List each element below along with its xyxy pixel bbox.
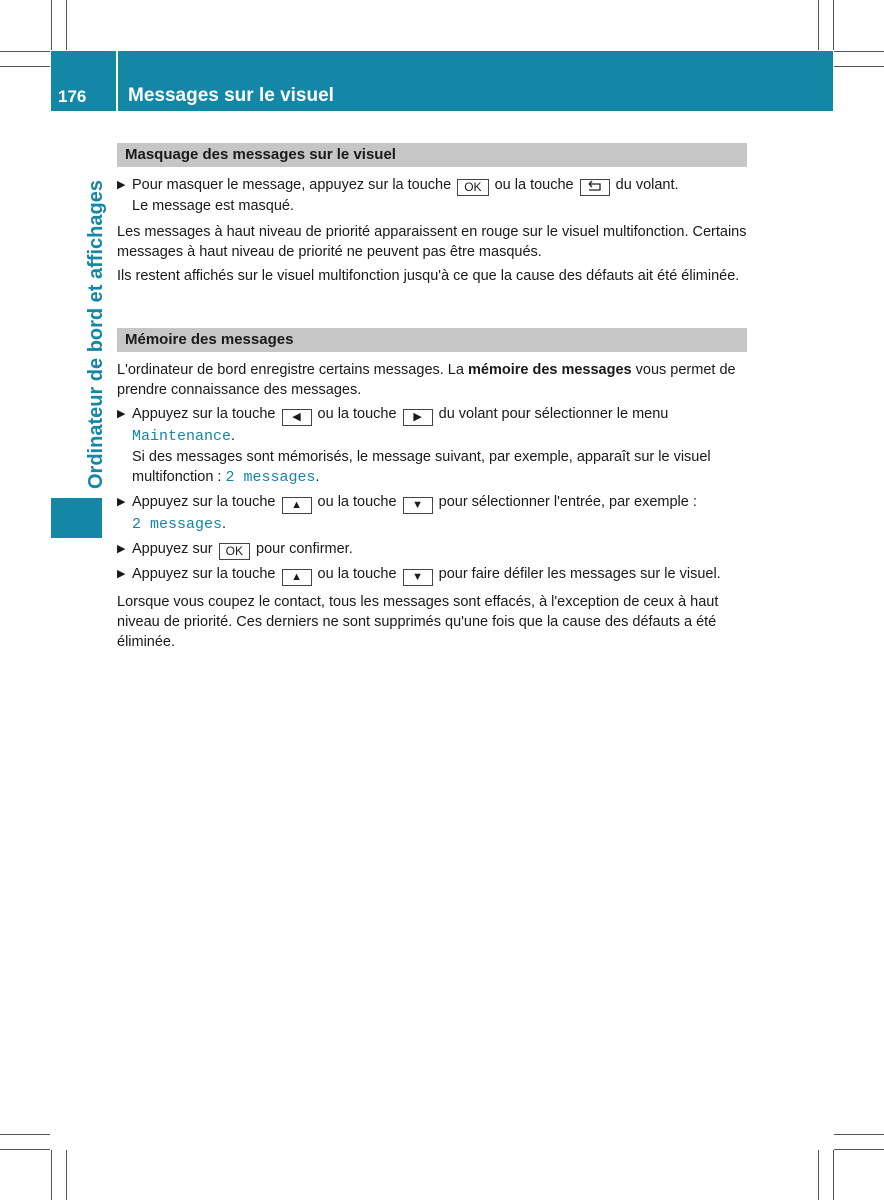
crop-mark xyxy=(66,1150,67,1200)
crop-mark xyxy=(0,51,50,52)
crop-mark xyxy=(0,1149,50,1150)
back-icon xyxy=(580,179,610,196)
crop-mark xyxy=(51,0,52,50)
triangle-bullet-icon: ▶ xyxy=(117,496,126,508)
step-text: du volant. xyxy=(615,177,679,193)
page-title: Messages sur le visuel xyxy=(128,85,334,106)
section-heading: Masquage des messages sur le visuel xyxy=(117,143,747,167)
step-result: Si des messages sont mémorisés, le message suivant, par exemple, apparaît sur le visuel multifonction : xyxy=(132,449,711,485)
side-tab-marker xyxy=(51,498,102,538)
instruction-step xyxy=(117,404,747,488)
paragraph xyxy=(117,360,747,400)
step-text: ou la touche xyxy=(494,177,574,193)
step-text: pour confirmer. xyxy=(256,541,353,557)
crop-mark xyxy=(834,66,884,67)
step-text: Pour masquer le message, appuyez sur la touche xyxy=(132,177,452,193)
header-divider xyxy=(116,51,118,111)
crop-mark xyxy=(833,1150,834,1200)
page-number: 176 xyxy=(58,87,87,106)
ok-key: OK xyxy=(219,543,250,560)
up-arrow-key: ▲ xyxy=(282,569,312,586)
intro-text: vous permet de prendre connaissance des messages. xyxy=(117,362,736,398)
menu-name: Maintenance xyxy=(132,428,232,445)
step-text: ou la touche xyxy=(317,566,397,582)
paragraph: Les messages à haut niveau de priorité apparaissent en rouge sur le visuel multifonction. Certains messages à haut niveau de priorité ne peuvent pas être masqués. xyxy=(117,224,747,260)
chapter-title: Ordinateur de bord et affichages xyxy=(85,180,107,489)
main-content xyxy=(117,143,747,656)
up-arrow-key: ▲ xyxy=(282,497,312,514)
step-text: du volant pour sélectionner le menu xyxy=(438,406,669,422)
right-arrow-key: ▶ xyxy=(403,409,433,426)
instruction-step xyxy=(117,564,747,586)
step-text: . xyxy=(231,428,236,444)
display-message: 2 messages xyxy=(132,516,223,533)
triangle-bullet-icon: ▶ xyxy=(117,408,126,420)
display-message: 2 messages xyxy=(225,469,316,486)
instruction-step xyxy=(117,175,747,216)
paragraph: Lorsque vous coupez le contact, tous les messages sont effacés, à l'exception de ceux à haut niveau de priorité. Ces derniers ne sont supprimés qu'une fois que la cause des défauts a été éliminée. xyxy=(117,594,719,650)
step-text: ou la touche xyxy=(317,406,397,422)
crop-mark xyxy=(818,1150,819,1200)
ok-key: OK xyxy=(457,179,488,196)
section-heading: Mémoire des messages xyxy=(117,328,747,352)
step-text: . xyxy=(222,516,227,532)
crop-mark xyxy=(818,0,819,50)
paragraph: Ils restent affichés sur le visuel multifonction jusqu'à ce que la cause des défauts ait été éliminée. xyxy=(117,268,740,284)
crop-mark xyxy=(834,51,884,52)
intro-text: L'ordinateur de bord enregistre certains messages. La xyxy=(117,362,464,378)
step-text: ou la touche xyxy=(317,494,397,510)
step-text: Appuyez sur la touche xyxy=(132,406,276,422)
crop-mark xyxy=(51,1150,52,1200)
crop-mark xyxy=(0,66,50,67)
crop-mark xyxy=(834,1149,884,1150)
instruction-step xyxy=(117,492,747,535)
step-result: Le message est masqué. xyxy=(132,198,295,214)
step-text: Appuyez sur xyxy=(132,541,213,557)
step-text: pour faire défiler les messages sur le visuel. xyxy=(438,566,721,582)
triangle-bullet-icon: ▶ xyxy=(117,543,126,555)
crop-mark xyxy=(66,0,67,50)
step-text: Appuyez sur la touche xyxy=(132,494,276,510)
intro-bold: mémoire des messages xyxy=(467,362,632,378)
crop-mark xyxy=(834,1134,884,1135)
step-text: . xyxy=(315,469,320,485)
step-text: Appuyez sur la touche xyxy=(132,566,276,582)
instruction-step xyxy=(117,539,747,560)
left-arrow-key: ◀ xyxy=(282,409,312,426)
triangle-bullet-icon: ▶ xyxy=(117,568,126,580)
down-arrow-key: ▼ xyxy=(403,497,433,514)
down-arrow-key: ▼ xyxy=(403,569,433,586)
step-text: pour sélectionner l'entrée, par exemple : xyxy=(438,494,697,510)
crop-mark xyxy=(0,1134,50,1135)
triangle-bullet-icon: ▶ xyxy=(117,179,126,191)
crop-mark xyxy=(833,0,834,50)
